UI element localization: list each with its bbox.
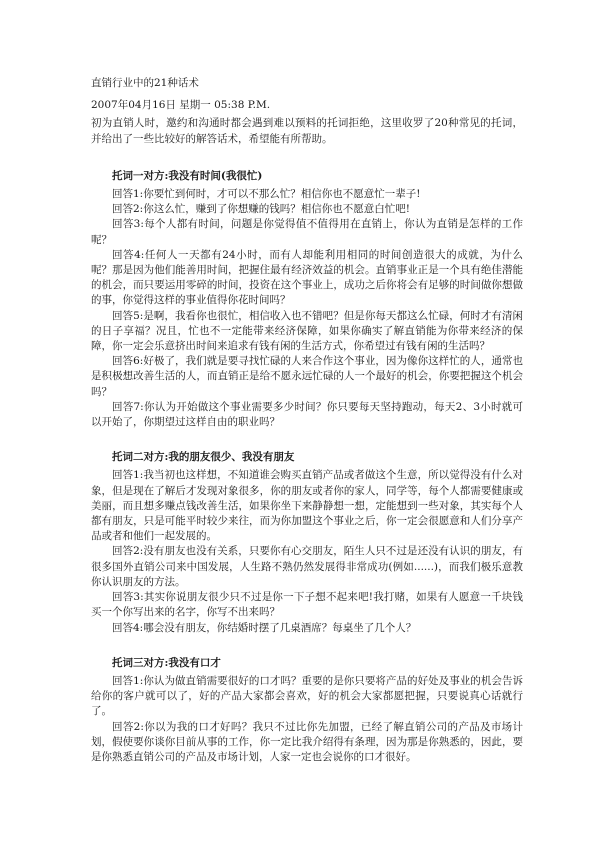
post-date: 2007年04月16日 星期一 05:38 P.M. (91, 99, 271, 112)
answer-paragraph: 回答4:哪会没有朋友，你结婚时摆了几桌酒席？每桌坐了几个人？ (112, 621, 417, 634)
section-heading: 托词二对方:我的朋友很少、我没有朋友 (112, 451, 295, 464)
answer-paragraph: 回答5:是啊，我看你也很忙，相信收入也不错吧？但是你每天都这么忙碌，何时才有清闲的日子享福？况且，忙也不一定能带来经济保障，如果你确实了解直销能为你带来经济的保障，你一定会乐意挤出时间来追求有钱有闲的生活方式，你希望过有钱有闲的生活吗？ (91, 309, 523, 353)
answer-paragraph: 回答4:任何人一天都有24小时，而有人却能利用相同的时间创造很大的成就，为什么呢？那是因为他们能善用时间，把握住最有经济效益的机会。直销事业正是一个具有绝佳潜能的机会，而只要运用零碎的时间，投资在这个事业上，成功之后你将会有足够的时间做你想做的事，你觉得这样的事业值得你花时间吗？ (91, 248, 523, 307)
answer-paragraph: 回答1:你要忙到何时，才可以不那么忙？相信你也不愿意忙一辈子! (112, 188, 421, 201)
section-few-friends (91, 450, 523, 635)
answer-paragraph: 回答7:你认为开始做这个事业需要多少时间？你只要每天坚持跑动，每天2、3小时就可以开始了，你期望过这样自由的职业吗？ (91, 400, 523, 429)
answer-paragraph: 回答1:我当初也这样想，不知道谁会购买直销产品或者做这个生意，所以觉得没有什么对象，但是现在了解后才发现对象很多，你的朋友或者你的家人，同学等，每个人都需要健康或美丽，而且想多赚点钱改善生活，如果你坐下来静静想一想，定能想到一些对象，其实每个人都有朋友，只是可能平时较少来往，而为你加盟这个事业之后，你一定会很愿意和人们分享产品或者和他们一起发展的。 (91, 469, 523, 543)
answer-paragraph: 回答2:没有朋友也没有关系，只要你有心交朋友，陌生人只不过是还没有认识的朋友，有很多国外直销公司来中国发展，人生路不熟仍然发展得非常成功(例如......)，而我们极乐意教你认识朋友的方法。 (91, 545, 523, 588)
answer-paragraph: 回答3:每个人都有时间，问题是你觉得值不值得用在直销上，你认为直销是怎样的工作呢？ (91, 218, 523, 246)
intro-paragraph: 初为直销人时，邀约和沟通时都会遇到难以预料的托词拒绝，这里收罗了20种常见的托词，并给出了一些比较好的解答话术，希望能有所帮助。 (91, 117, 523, 145)
section-heading: 托词一对方:我没有时间(我很忙) (112, 169, 263, 182)
answer-paragraph: 回答2:你以为我的口才好吗？我只不过比你先加盟，已经了解直销公司的产品及市场计划，假使要你谈你目前从事的工作，你一定比我介绍得有条理，因为那是你熟悉的，因此，要是你熟悉直销公司的产品及市场计划，人家一定也会说你的口才很好。 (91, 720, 523, 763)
answer-paragraph: 回答6:好极了，我们就是要寻找忙碌的人来合作这个事业，因为像你这样忙的人，通常也是积极想改善生活的人，而直销正是给不愿永远忙碌的人一个最好的机会，你要把握这个机会吗？ (91, 355, 523, 398)
answer-paragraph: 回答2:你这么忙，赚到了你想赚的钱吗？相信你也不愿意白忙吧! (112, 203, 410, 216)
answer-paragraph: 回答3:其实你说朋友很少只不过是你一下子想不起来吧!我打赌，如果有人愿意一千块钱买一个你写出来的名字，你写不出来吗？ (91, 591, 523, 619)
section-no-eloquence (91, 656, 523, 765)
section-no-time (91, 169, 523, 430)
document-title: 直销行业中的21种话术 (91, 77, 199, 89)
answer-paragraph: 回答1:你认为做直销需要很好的口才吗？重要的是你只要将产品的好处及事业的机会告诉给你的客户就可以了，好的产品大家都会喜欢，好的机会大家都愿把握，只要说真心话就行了。 (91, 674, 523, 718)
section-heading: 托词三对方:我没有口才 (112, 656, 221, 669)
document-page (91, 76, 523, 785)
